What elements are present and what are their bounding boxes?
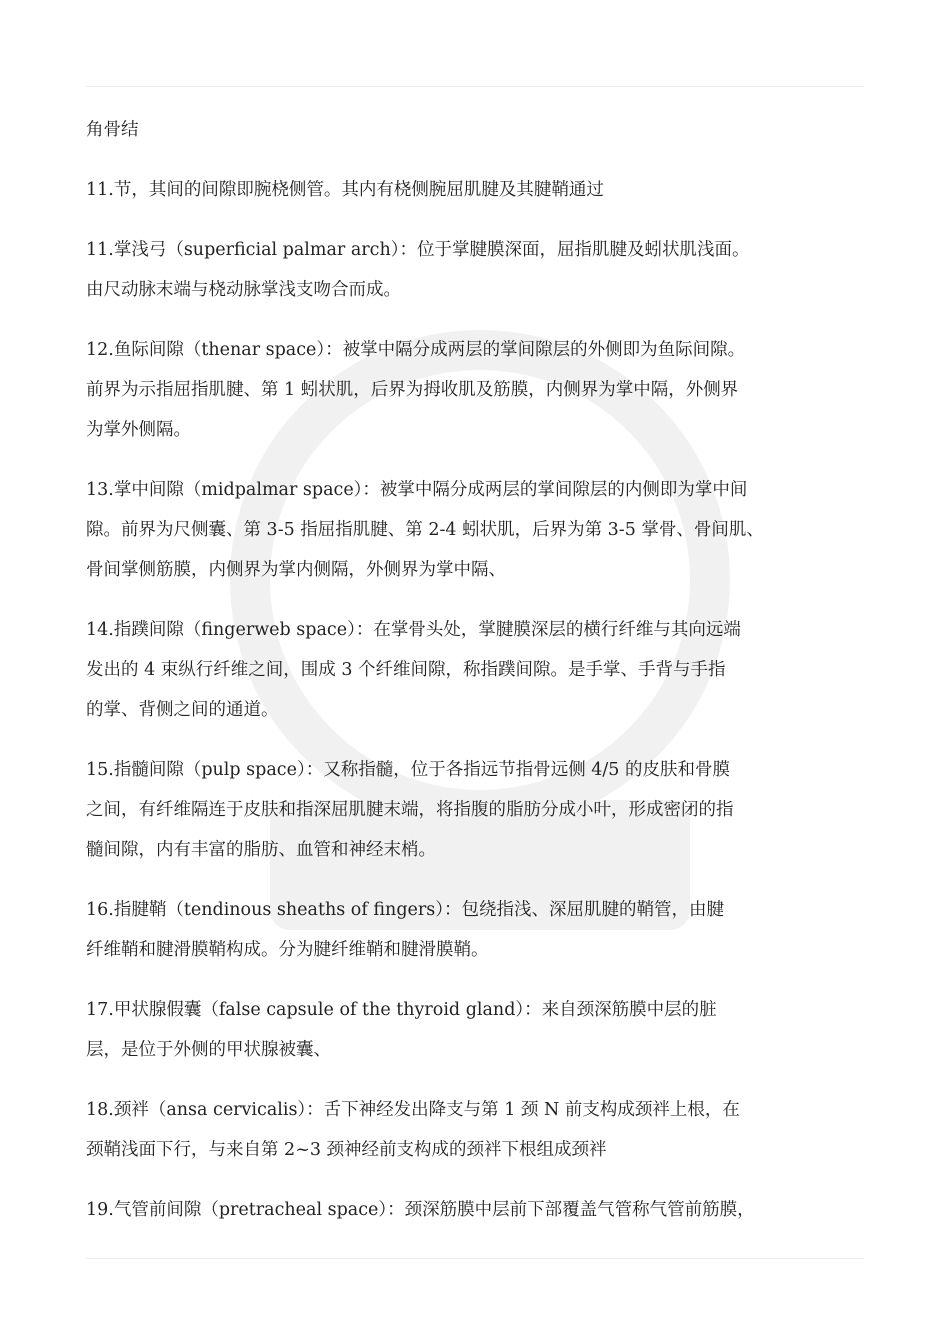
text-line: 的掌、背侧之间的通道。: [86, 700, 279, 720]
text-line: 髓间隙，内有丰富的脂肪、血管和神经末梢。: [86, 840, 436, 860]
text-line: 由尺动脉末端与桡动脉掌浅支吻合而成。: [86, 280, 401, 300]
text-line: 11.掌浅弓（superficial palmar arch）：位于掌腱膜深面，屈指肌腱及蚓状肌浅面。: [86, 240, 750, 260]
paragraph-9: [86, 1090, 876, 1170]
paragraph-0: [86, 110, 876, 150]
text-line: 为掌外侧隔。: [86, 420, 191, 440]
paragraph-5: [86, 610, 876, 730]
paragraph-3: [86, 330, 876, 450]
text-line: 颈鞘浅面下行，与来自第 2~3 颈神经前支构成的颈袢下根组成颈袢: [86, 1140, 607, 1160]
text-line: 骨间掌侧筋膜，内侧界为掌内侧隔，外侧界为掌中隔、: [86, 560, 506, 580]
text-line: 18.颈袢（ansa cervicalis）：舌下神经发出降支与第 1 颈 N 前支构成颈袢上根，在: [86, 1100, 740, 1120]
text-line: 纤维鞘和腱滑膜鞘构成。分为腱纤维鞘和腱滑膜鞘。: [86, 940, 489, 960]
text-line: 角骨结: [86, 120, 139, 140]
text-line: 12.鱼际间隙（thenar space）：被掌中隔分成两层的掌间隙层的外侧即为鱼际间隙。: [86, 340, 746, 360]
footer-divider: [86, 1258, 864, 1259]
text-line: 前界为示指屈指肌腱、第 1 蚓状肌，后界为拇收肌及筋膜，内侧界为掌中隔，外侧界: [86, 380, 739, 400]
text-line: 16.指腱鞘（tendinous sheaths of fingers）：包绕指浅、深屈肌腱的鞘管，由腱: [86, 900, 724, 920]
text-line: 19.气管前间隙（pretracheal space）：颈深筋膜中层前下部覆盖气管称气管前筋膜，: [86, 1200, 755, 1220]
header-divider: [86, 86, 864, 87]
text-line: 13.掌中间隙（midpalmar space）：被掌中隔分成两层的掌间隙层的内侧即为掌中间: [86, 480, 748, 500]
text-line: 11.节，其间的间隙即腕桡侧管。其内有桡侧腕屈肌腱及其腱鞘通过: [86, 180, 604, 200]
paragraph-4: [86, 470, 876, 590]
text-line: 17.甲状腺假囊（false capsule of the thyroid gland）：来自颈深筋膜中层的脏: [86, 1000, 717, 1020]
paragraph-7: [86, 890, 876, 970]
text-line: 层，是位于外侧的甲状腺被囊、: [86, 1040, 331, 1060]
text-line: 隙。前界为尺侧囊、第 3-5 指屈指肌腱、第 2-4 蚓状肌，后界为第 3-5 掌骨、骨间肌、: [86, 520, 764, 540]
text-line: 15.指髓间隙（pulp space）：又称指髓，位于各指远节指骨远侧 4/5 的皮肤和骨膜: [86, 760, 730, 780]
paragraph-8: [86, 990, 876, 1070]
paragraph-6: [86, 750, 876, 870]
text-line: 发出的 4 束纵行纤维之间，围成 3 个纤维间隙，称指蹼间隙。是手掌、手背与手指: [86, 660, 726, 680]
text-line: 之间，有纤维隔连于皮肤和指深屈肌腱末端，将指腹的脂肪分成小叶，形成密闭的指: [86, 800, 734, 820]
paragraph-10: [86, 1190, 876, 1230]
text-line: 14.指蹼间隙（fingerweb space）：在掌骨头处，掌腱膜深层的横行纤维与其向远端: [86, 620, 741, 640]
paragraph-2: [86, 230, 876, 310]
paragraph-1: [86, 170, 876, 210]
